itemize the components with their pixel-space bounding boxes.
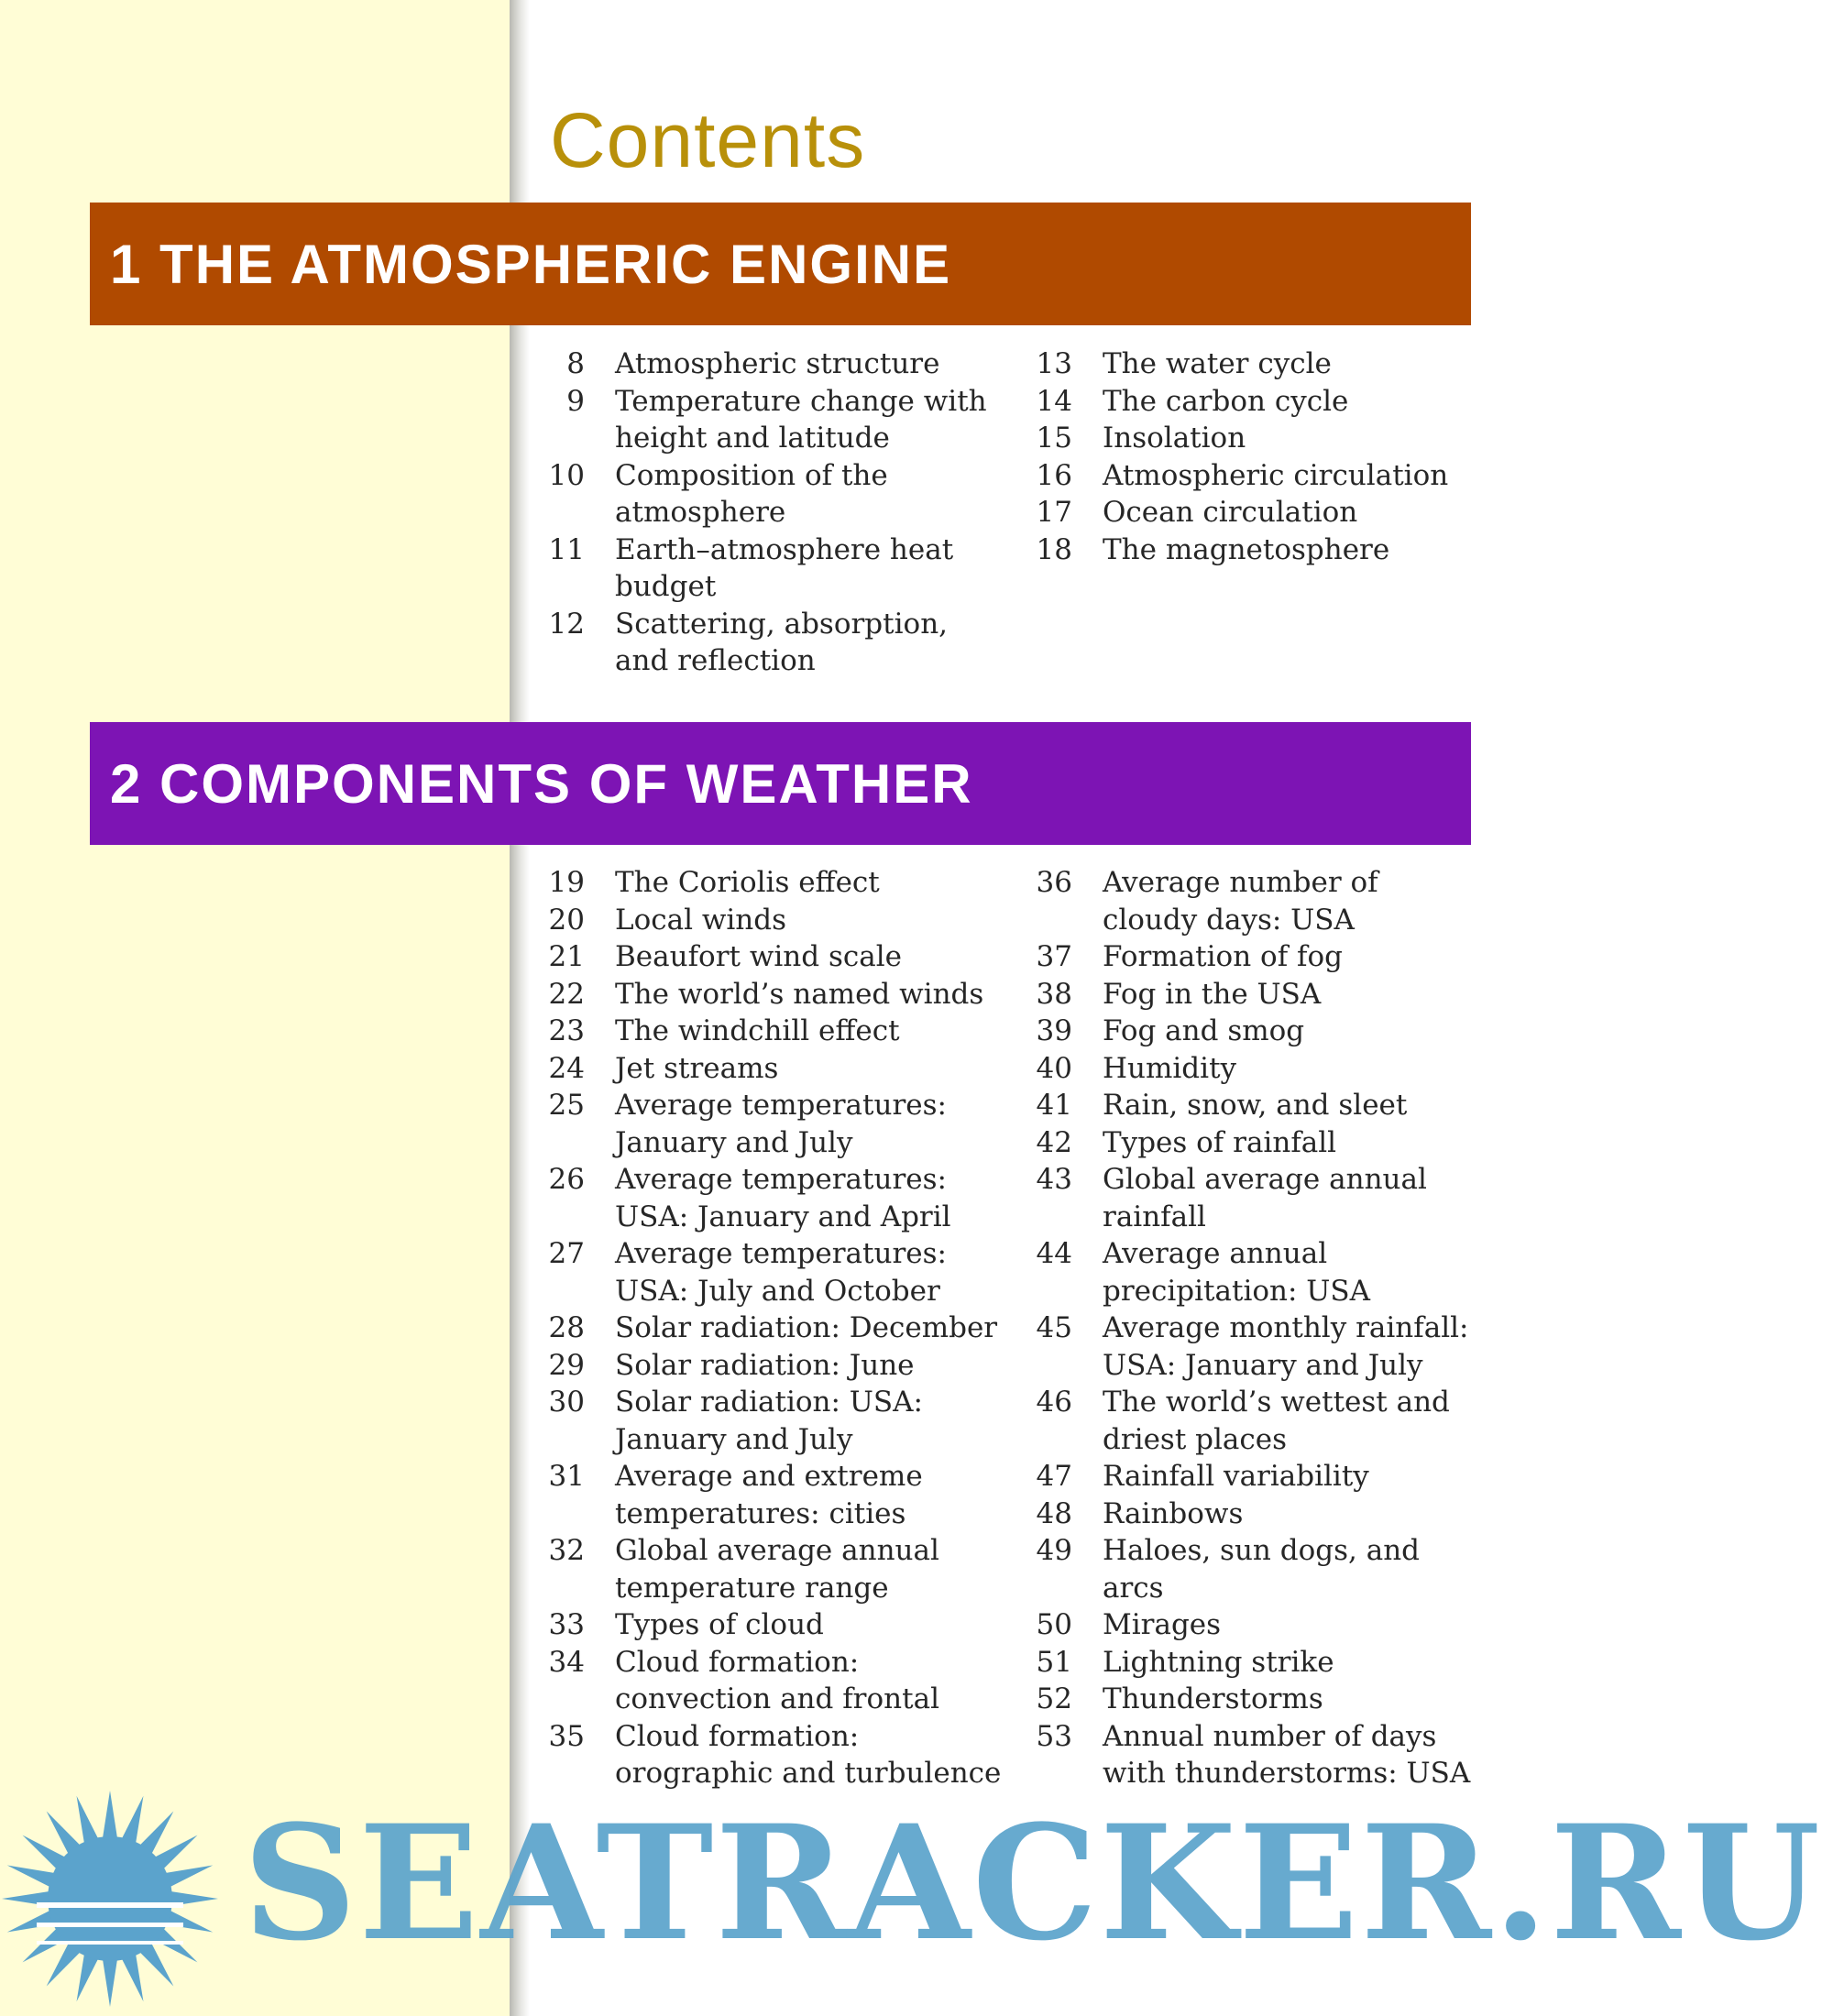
page-title: Contents <box>550 97 866 183</box>
toc-page-number: 36 <box>1036 866 1072 899</box>
toc-entry-title: Atmospheric circulation <box>1103 458 1449 492</box>
toc-entry-title: Rainbows <box>1103 1496 1244 1530</box>
toc-page-number: 32 <box>548 1534 585 1567</box>
toc-entry[interactable] <box>548 1087 1006 1161</box>
toc-page-number: 26 <box>548 1163 585 1196</box>
toc-page-number: 9 <box>566 384 585 418</box>
toc-page-number: 28 <box>548 1311 585 1344</box>
toc-entry[interactable] <box>1036 1050 1476 1088</box>
sun-icon <box>0 1787 238 2016</box>
toc-page-number: 30 <box>548 1386 585 1419</box>
section-1-header <box>90 203 1471 325</box>
toc-entry[interactable] <box>548 1532 1006 1606</box>
toc-entry[interactable] <box>1036 531 1476 569</box>
section-1-right-column <box>1036 345 1476 568</box>
toc-page-number: 39 <box>1036 1014 1072 1047</box>
toc-page-number: 21 <box>548 940 585 973</box>
toc-entry-title: The water cycle <box>1103 347 1332 380</box>
toc-page-number: 41 <box>1036 1089 1072 1122</box>
toc-entry-title: Average monthly rainfall: USA: January and July <box>1103 1311 1469 1382</box>
toc-page-number: 51 <box>1036 1645 1072 1679</box>
toc-page-number: 46 <box>1036 1386 1072 1419</box>
toc-entry-title: Average temperatures: January and July <box>615 1089 947 1159</box>
toc-page-number: 16 <box>1036 458 1072 492</box>
toc-entry-title: Annual number of days with thunderstorms: USA <box>1103 1719 1471 1790</box>
toc-entry[interactable] <box>548 864 1006 902</box>
toc-entry[interactable] <box>548 383 1006 457</box>
toc-entry[interactable] <box>548 1384 1006 1458</box>
section-2-heading: 2 COMPONENTS OF WEATHER <box>110 752 973 815</box>
toc-entry[interactable] <box>1036 1458 1476 1496</box>
toc-entry[interactable] <box>548 531 1006 606</box>
toc-entry-title: Average number of cloudy days: USA <box>1103 866 1378 937</box>
toc-page-number: 48 <box>1036 1496 1072 1530</box>
toc-entry-title: Solar radiation: December <box>615 1311 998 1344</box>
toc-entry-title: Temperature change with height and latitude <box>615 384 987 455</box>
toc-page-number: 8 <box>566 347 585 380</box>
toc-entry[interactable] <box>1036 1087 1476 1124</box>
toc-page-number: 18 <box>1036 532 1072 566</box>
toc-page-number: 22 <box>548 977 585 1011</box>
toc-entry-title: The Coriolis effect <box>615 866 880 899</box>
toc-entry[interactable] <box>548 1718 1006 1792</box>
toc-entry[interactable] <box>548 1013 1006 1050</box>
toc-page-number: 10 <box>548 458 585 492</box>
section-2-right-column <box>1036 864 1476 1792</box>
toc-entry[interactable] <box>548 1644 1006 1718</box>
toc-entry[interactable] <box>1036 1124 1476 1162</box>
toc-entry-title: Lightning strike <box>1103 1645 1334 1679</box>
toc-entry[interactable] <box>1036 976 1476 1013</box>
toc-entry-title: Solar radiation: June <box>615 1348 915 1382</box>
toc-entry[interactable] <box>548 902 1006 939</box>
toc-page-number: 40 <box>1036 1051 1072 1085</box>
toc-entry-title: Fog and smog <box>1103 1014 1305 1047</box>
toc-page-number: 52 <box>1036 1682 1072 1715</box>
toc-entry[interactable] <box>1036 1496 1476 1533</box>
toc-entry-title: Thunderstorms <box>1103 1682 1323 1715</box>
toc-entry-title: Types of rainfall <box>1103 1125 1337 1159</box>
toc-entry-title: Types of cloud <box>615 1608 824 1641</box>
toc-entry[interactable] <box>1036 1161 1476 1235</box>
toc-entry[interactable] <box>1036 420 1476 457</box>
toc-entry-title: The magnetosphere <box>1103 532 1390 566</box>
toc-entry[interactable] <box>1036 938 1476 976</box>
sun-ray <box>102 1955 117 2007</box>
toc-entry-title: The world’s wettest and driest places <box>1103 1386 1450 1456</box>
toc-entry-title: The world’s named winds <box>615 977 984 1011</box>
toc-entry[interactable] <box>1036 1606 1476 1644</box>
toc-page-number: 53 <box>1036 1719 1072 1753</box>
toc-entry[interactable] <box>1036 1644 1476 1682</box>
toc-entry-title: Insolation <box>1103 422 1246 455</box>
toc-page-number: 37 <box>1036 940 1072 973</box>
toc-entry-title: The windchill effect <box>615 1014 900 1047</box>
toc-entry-title: Haloes, sun dogs, and arcs <box>1103 1534 1421 1605</box>
toc-page-number: 42 <box>1036 1125 1072 1159</box>
toc-entry[interactable] <box>1036 1309 1476 1384</box>
toc-page-number: 15 <box>1036 422 1072 455</box>
section-2-left-column <box>548 864 1006 1792</box>
toc-entry-title: The carbon cycle <box>1103 384 1349 418</box>
toc-page-number: 27 <box>548 1237 585 1270</box>
toc-page-number: 25 <box>548 1089 585 1122</box>
toc-entry[interactable] <box>548 1235 1006 1309</box>
toc-entry-title: Beaufort wind scale <box>615 940 902 973</box>
toc-entry-title: Earth–atmosphere heat budget <box>615 532 954 603</box>
toc-page-number: 29 <box>548 1348 585 1382</box>
toc-page-number: 34 <box>548 1645 585 1679</box>
toc-page-number: 47 <box>1036 1460 1072 1493</box>
toc-entry[interactable] <box>548 1458 1006 1532</box>
sun-ray <box>102 1791 117 1843</box>
toc-entry[interactable] <box>548 1161 1006 1235</box>
toc-entry-title: Jet streams <box>615 1051 779 1085</box>
toc-entry[interactable] <box>1036 1235 1476 1309</box>
toc-entry-title: Ocean circulation <box>1103 496 1358 529</box>
toc-page-number: 50 <box>1036 1608 1072 1641</box>
toc-page-number: 12 <box>548 607 585 641</box>
toc-page-number: 23 <box>548 1014 585 1047</box>
toc-page-number: 33 <box>548 1608 585 1641</box>
toc-entry-title: Atmospheric structure <box>615 347 940 380</box>
toc-entry[interactable] <box>1036 864 1476 938</box>
toc-entry-title: Humidity <box>1103 1051 1237 1085</box>
toc-page-number: 24 <box>548 1051 585 1085</box>
toc-page-number: 49 <box>1036 1534 1072 1567</box>
toc-entry-title: Rain, snow, and sleet <box>1103 1089 1408 1122</box>
toc-page-number: 31 <box>548 1460 585 1493</box>
toc-page-number: 44 <box>1036 1237 1072 1270</box>
toc-entry-title: Global average annual rainfall <box>1103 1163 1427 1233</box>
watermark-text: SEATRACKER.RU <box>243 1790 1822 1976</box>
section-1-left-column <box>548 345 1006 680</box>
toc-entry[interactable] <box>548 976 1006 1013</box>
toc-page-number: 35 <box>548 1719 585 1753</box>
toc-entry[interactable] <box>1036 1384 1476 1458</box>
toc-entry[interactable] <box>548 345 1006 383</box>
toc-entry-title: Fog in the USA <box>1103 977 1322 1011</box>
section-1-heading: 1 THE ATMOSPHERIC ENGINE <box>110 233 952 295</box>
toc-page-number: 20 <box>548 903 585 937</box>
watermark <box>0 1787 1822 2016</box>
toc-page-number: 11 <box>548 532 585 566</box>
toc-entry[interactable] <box>548 606 1006 680</box>
toc-entry[interactable] <box>548 1050 1006 1088</box>
toc-page-number: 13 <box>1036 347 1072 380</box>
toc-entry[interactable] <box>548 457 1006 531</box>
toc-page-number: 19 <box>548 866 585 899</box>
toc-entry[interactable] <box>1036 494 1476 531</box>
toc-entry[interactable] <box>1036 1718 1476 1792</box>
toc-entry-title: Solar radiation: USA: January and July <box>615 1386 924 1456</box>
toc-entry[interactable] <box>548 1347 1006 1385</box>
toc-entry[interactable] <box>1036 457 1476 495</box>
toc-entry-title: Formation of fog <box>1103 940 1344 973</box>
toc-entry[interactable] <box>548 938 1006 976</box>
toc-page-number: 43 <box>1036 1163 1072 1196</box>
toc-entry[interactable] <box>1036 383 1476 421</box>
toc-entry-title: Mirages <box>1103 1608 1222 1641</box>
toc-entry-title: Cloud formation: convection and frontal <box>615 1645 939 1715</box>
toc-entry-title: Cloud formation: orographic and turbulence <box>615 1719 1002 1790</box>
toc-entry-title: Local winds <box>615 903 787 937</box>
toc-entry-title: Scattering, absorption, and reflection <box>615 607 949 677</box>
toc-entry-title: Rainfall variability <box>1103 1460 1369 1493</box>
toc-entry-title: Average temperatures: USA: July and October <box>615 1237 947 1308</box>
toc-page-number: 14 <box>1036 384 1072 418</box>
toc-entry-title: Average annual precipitation: USA <box>1103 1237 1371 1308</box>
toc-page-number: 45 <box>1036 1311 1072 1344</box>
toc-entry-title: Composition of the atmosphere <box>615 458 888 529</box>
toc-entry-title: Global average annual temperature range <box>615 1534 939 1605</box>
toc-entry[interactable] <box>548 1309 1006 1347</box>
toc-entry[interactable] <box>1036 345 1476 383</box>
toc-entry-title: Average temperatures: USA: January and April <box>615 1163 951 1233</box>
toc-entry[interactable] <box>1036 1681 1476 1718</box>
toc-entry-title: Average and extreme temperatures: cities <box>615 1460 923 1530</box>
toc-entry[interactable] <box>1036 1013 1476 1050</box>
toc-page-number: 17 <box>1036 496 1072 529</box>
toc-entry[interactable] <box>548 1606 1006 1644</box>
section-2-header <box>90 722 1471 845</box>
toc-entry[interactable] <box>1036 1532 1476 1606</box>
toc-page-number: 38 <box>1036 977 1072 1011</box>
